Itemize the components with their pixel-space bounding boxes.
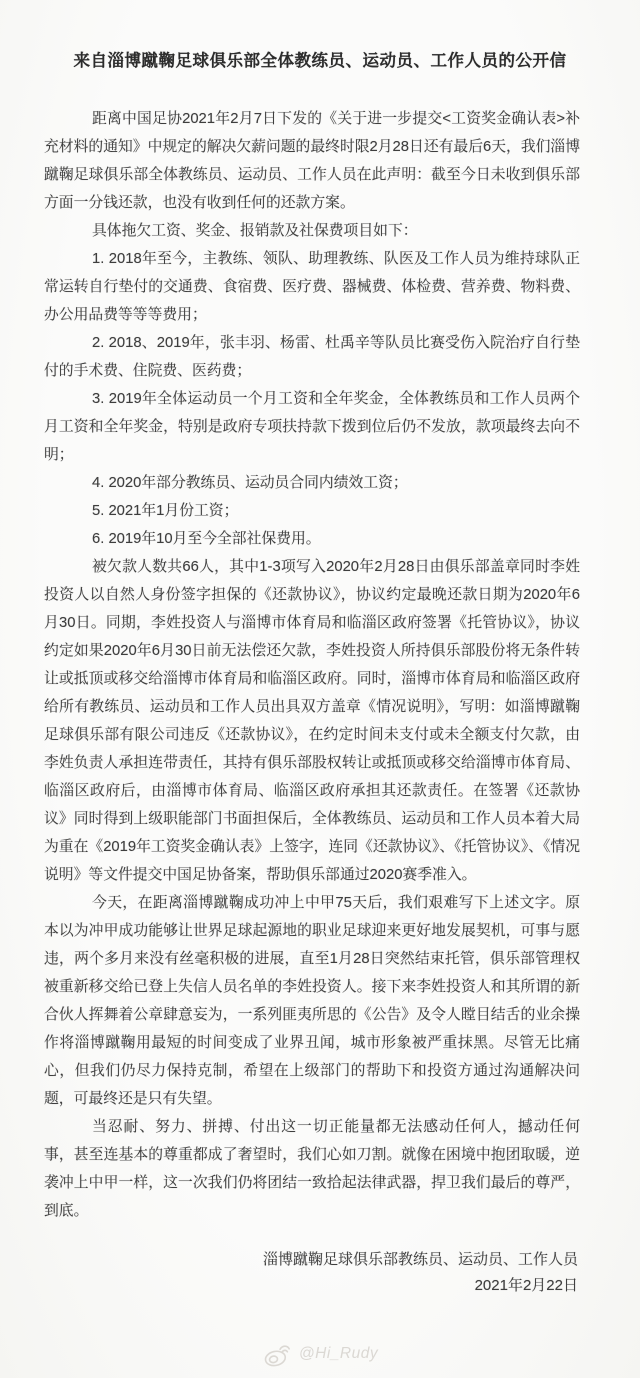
letter-paragraph-list-item: 1. 2018年至今，主教练、领队、助理教练、队医及工作人员为维持球队正常运转自行垫付的交通费、食宿费、医疗费、器械费、体检费、营养费、物料费、办公用品费等等等费用； [44,251,580,323]
signature-line: 淄博蹴鞠足球俱乐部教练员、运动员、工作人员 [262,1251,578,1268]
letter-paragraph-list-item: 6. 2019年10月至今全部社保费用。 [92,531,321,547]
letter-paragraph: 距离中国足协2021年2月7日下发的《关于进一步提交<工资奖金确认表>补充材料的通知》中规定的解决欠薪问题的最终时限2月28日还有最后6天，我们淄博蹴鞠足球俱乐部全体教练员、运动员、工作人员在此声明：截至今日未收到俱乐部方面一分钱还款，也没有收到任何的还款方案。 [44,111,581,211]
letter-paragraph-list-item: 2. 2018、2019年，张丰羽、杨雷、杜禹辛等队员比赛受伤入院治疗自行垫付的手术费、住院费、医药费； [44,335,580,379]
letter-body [0,105,640,1225]
page-title: 来自淄博蹴鞠足球俱乐部全体教练员、运动员、工作人员的公开信 [73,52,567,70]
weibo-icon [260,1338,295,1370]
letter-paragraph: 当忍耐、努力、拼搏、付出这一切正能量都无法感动任何人，撼动任何事，甚至连基本的尊重都成了奢望时，我们心如刀割。就像在困境中抱团取暖，逆袭冲上中甲一样，这一次我们仍将团结一致拾起法律武器，捍卫我们最后的尊严，到底。 [44,1119,580,1219]
letter-paragraph-list-item: 3. 2019年全体运动员一个月工资和全年奖金，全体教练员和工作人员两个月工资和全年奖金，特别是政府专项扶持款下拨到位后仍不发放，款项最终去向不明； [44,391,580,463]
date-line: 2021年2月22日 [474,1277,578,1294]
letter-paragraph: 具体拖欠工资、奖金、报销款及社保费项目如下： [92,223,418,239]
letter-paragraph-list-item: 5. 2021年1月份工资； [92,503,239,519]
letter-paragraph: 被欠款人数共66人，其中1-3项写入2020年2月28日由俱乐部盖章同时李姓投资人以自然人身份签字担保的《还款协议》，协议约定最晚还款日期为2020年6月30日。同期，李姓投资人与淄博市体育局和临淄区政府签署《托管协议》，协议约定如果2020年6月30日前无法偿还欠款，李姓投资人所持俱乐部股份将无条件转让或抵顶或移交给淄博市体育局和临淄区政府。同时，淄博市体育局和临淄区政府给所有教练员、运动员和工作人员出具双方盖章《情况说明》，写明：如淄博蹴鞠足球俱乐部有限公司违反《还款协议》，在约定时间未支付或未全额支付欠款，由李姓负责人承担连带责任，其持有俱乐部股权转让或抵顶或移交给淄博市体育局、临淄区政府后，由淄博市体育局、临淄区政府承担其还款责任。在签署《还款协议》同时得到上级职能部门书面担保后，全体教练员、运动员和工作人员本着大局为重在《2019年工资奖金确认表》上签字，连同《还款协议》、《托管协议》、《情况说明》等文件提交中国足协备案，帮助俱乐部通过2020赛季准入。 [44,559,581,883]
watermark-handle: @Hi_Rudy [298,1345,379,1362]
letter-paragraph-list-item: 4. 2020年部分教练员、运动员合同内绩效工资； [92,475,408,491]
watermark [0,1341,640,1367]
letter-paragraph: 今天，在距离淄博蹴鞠成功冲上中甲75天后，我们艰难写下上述文字。原本以为冲甲成功能够让世界足球起源地的职业足球迎来更好地发展契机，可事与愿违，两个多月来没有丝毫积极的进展，直至1月28日突然结束托管，俱乐部管理权被重新移交给已登上失信人员名单的李姓投资人。接下来李姓投资人和其所谓的新合伙人挥舞着公章肆意妄为，一系列匪夷所思的《公告》及令人瞠目结舌的业余操作将淄博蹴鞠用最短的时间变成了业界丑闻，城市形象被严重抹黑。尽管无比痛心，但我们仍尽力保持克制，希望在上级部门的帮助下和投资方通过沟通解决问题，可最终还是只有失望。 [44,895,580,1107]
